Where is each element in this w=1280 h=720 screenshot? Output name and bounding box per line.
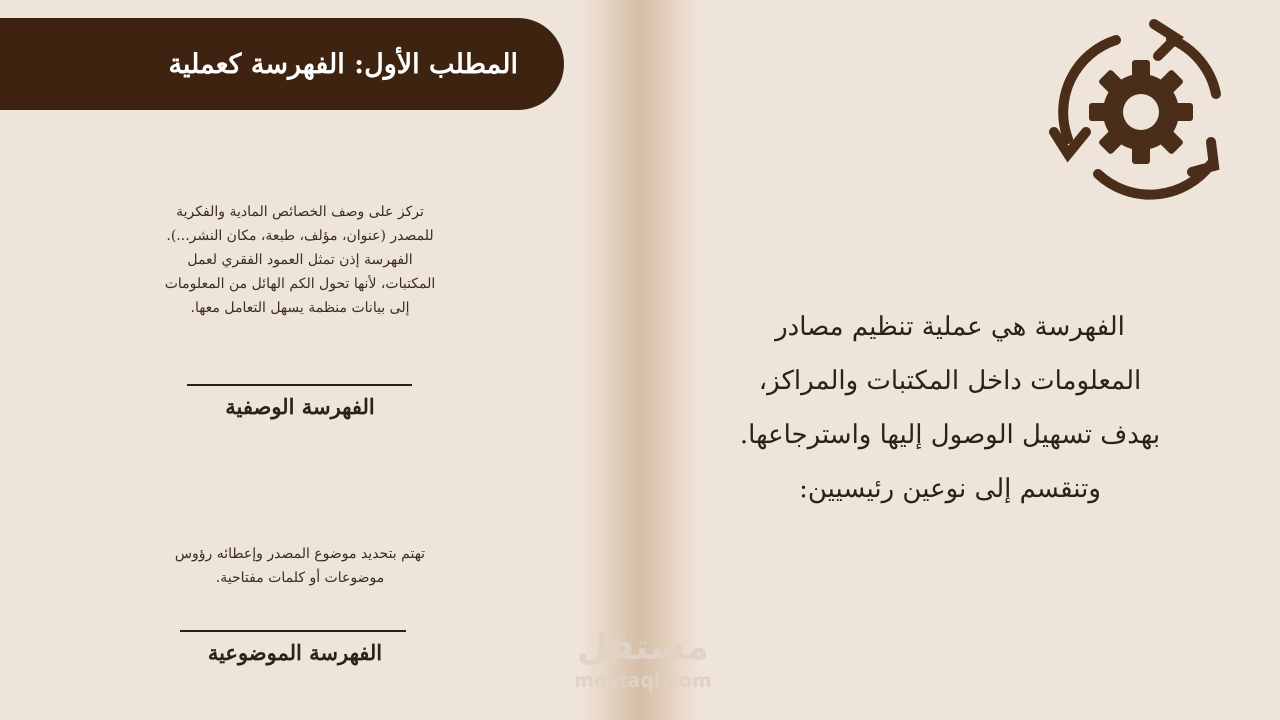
title-banner (0, 18, 564, 110)
divider (180, 630, 406, 632)
description-line: المكتبات، لأنها تحول الكم الهائل من المعلومات (164, 276, 436, 292)
watermark (548, 626, 738, 692)
description-line: موضوعات أو كلمات مفتاحية. (215, 570, 385, 586)
gear-cycle-icon (1046, 14, 1236, 204)
subject-cataloging-description (140, 542, 460, 590)
main-paragraph (700, 300, 1200, 516)
description-line: تركز على وصف الخصائص المادية والفكرية (176, 204, 424, 220)
descriptive-cataloging-description (130, 200, 470, 320)
main-line: الفهرسة هي عملية تنظيم مصادر (775, 312, 1125, 342)
main-line: المعلومات داخل المكتبات والمراكز، (758, 366, 1142, 396)
divider (187, 384, 412, 386)
book-spine (580, 0, 700, 720)
description-line: الفهرسة إذن تمثل العمود الفقري لعمل (187, 252, 413, 268)
description-line: للمصدر (عنوان، مؤلف، طبعة، مكان النشر...). (166, 228, 434, 244)
main-line: بهدف تسهيل الوصول إليها واسترجاعها. (739, 420, 1161, 450)
watermark-arabic: مستقل (577, 627, 709, 668)
description-line: إلى بيانات منظمة يسهل التعامل معها. (190, 300, 410, 316)
descriptive-cataloging-heading: الفهرسة الوصفية (225, 394, 375, 419)
watermark-domain: mostaql.com (574, 670, 712, 692)
main-line: وتنقسم إلى نوعين رئيسيين: (799, 474, 1101, 504)
page-title: المطلب الأول: الفهرسة كعملية (168, 48, 518, 80)
description-line: تهتم بتحديد موضوع المصدر وإعطائه رؤوس (174, 546, 426, 562)
subject-cataloging-heading: الفهرسة الموضوعية (207, 640, 383, 665)
